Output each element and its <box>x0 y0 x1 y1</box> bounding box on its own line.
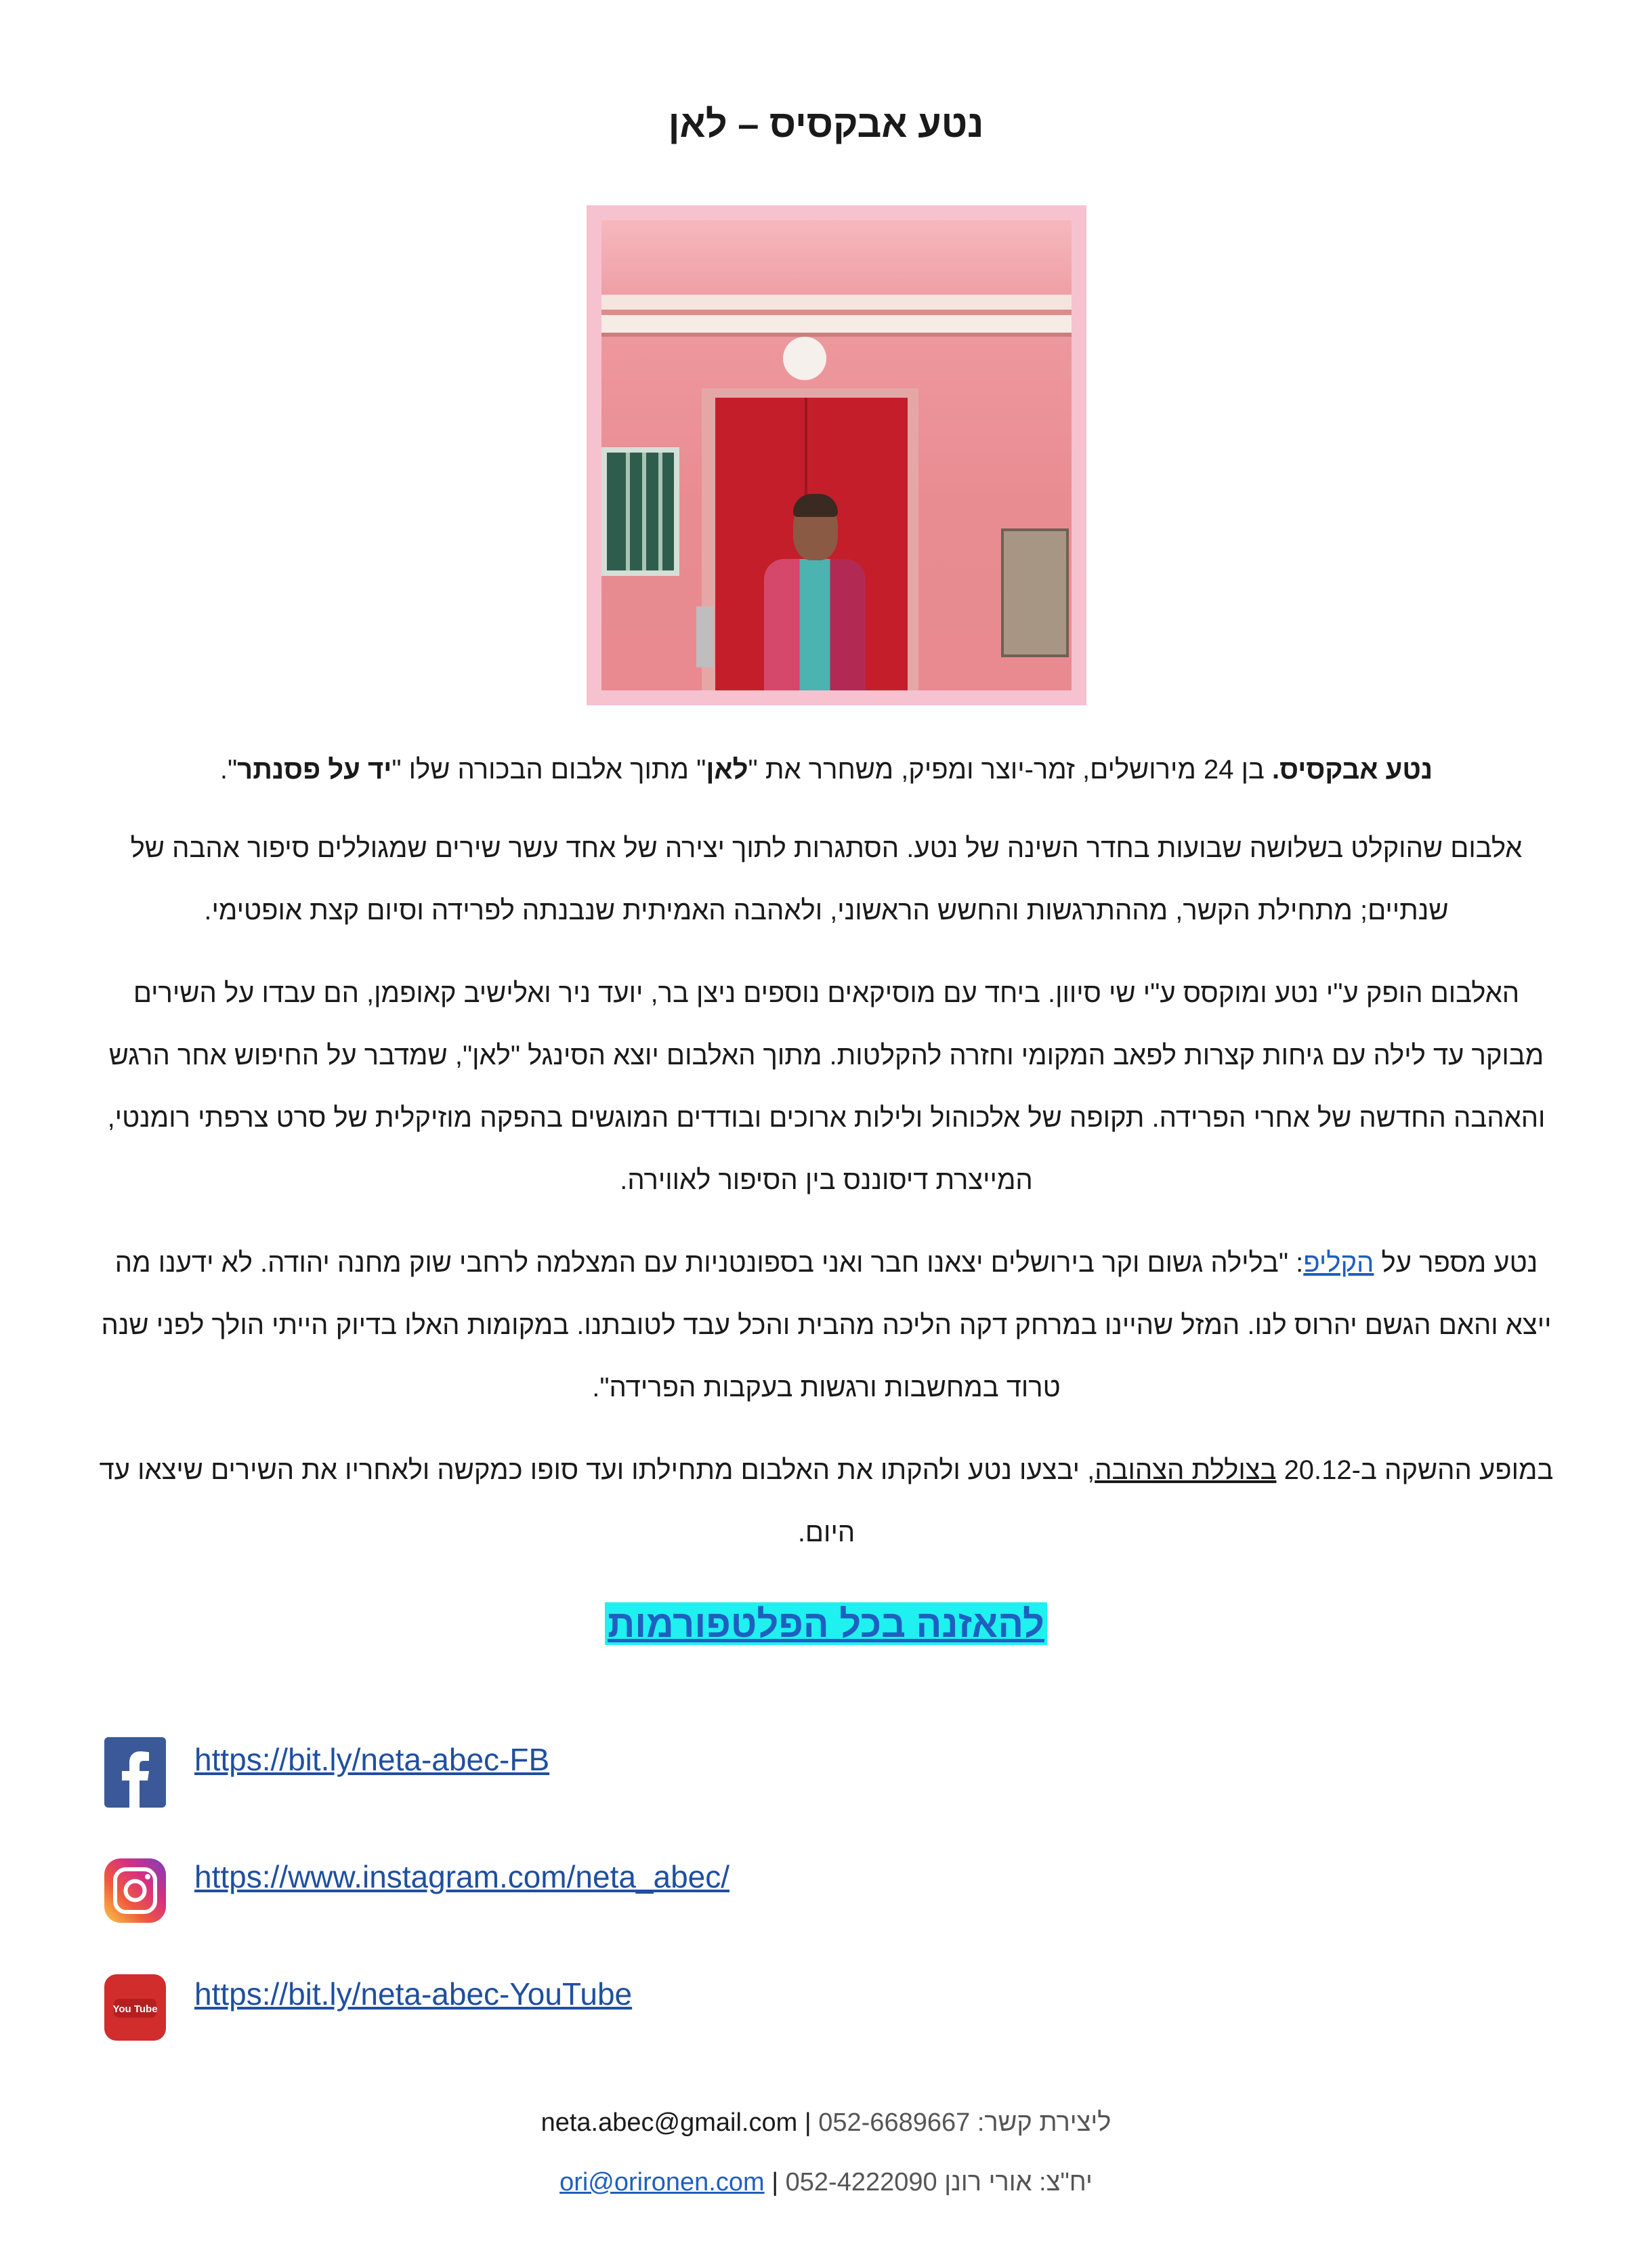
album-name: יד על פסנתר <box>237 755 392 785</box>
facebook-icon <box>103 1736 167 1809</box>
pr-line: יח"צ: אורי רונן 052-4222090 | ori@orironen.com <box>559 2168 1093 2197</box>
page-title: נטע אבקסיס – לאן <box>668 102 984 145</box>
facebook-link[interactable]: https://bit.ly/neta-abec-FB <box>194 1742 550 1777</box>
instagram-link[interactable]: https://www.instagram.com/neta_abec/ <box>194 1859 730 1894</box>
instagram-icon <box>103 1853 167 1926</box>
listen-banner <box>0 1602 1652 1646</box>
album-paragraph: אלבום שהוקלט בשלושה שבועות בחדר השינה של נטע. הסתגרות לתוך יצירה של אחד עשר שירים שמגוללים סיפור אהבה של שנתיים; מתחילת הקשר, מההתרגשות והחשש הראשוני, ולאהבה האמיתית שנבנתה לפרידה וסיום קצת אופטימי. <box>130 833 1523 925</box>
album-cover-image <box>587 205 1086 705</box>
contact-line: ליצירת קשר: 052-6689667 | neta.abec@gmail.com <box>541 2108 1111 2137</box>
artist-name: נטע אבקסיס. <box>1272 755 1433 785</box>
listen-platforms-link[interactable]: להאזנה בכל הפלטפורמות <box>605 1602 1047 1645</box>
intro-paragraph: נטע אבקסיס. בן 24 מירושלים, זמר-יוצר ומפיק, משחרר את "לאן" מתוך אלבום הבכורה שלו "יד על פסנתר". <box>219 755 1433 785</box>
production-paragraph: האלבום הופק ע"י נטע ומוקסס ע"י שי סיוון. ביחד עם מוסיקאים נוספים ניצן בר, יועד ניר ואלישיב קאופמן, הם עבדו על השירים מבוקר עד לילה עם גיחות קצרות לפאב המקומי וחזרה להקלטות. מתוך האלבום יוצא הסינגל "לאן", שמדבר על החיפוש אחר הרגש והאהבה החדשה של אחרי הפרידה. תקופה של אלכוהול ולילות ארוכים ובודדים המוגשים בהפקה מוזיקלית של סרט צרפתי רומנטי, המייצרת דיסוננס בין הסיפור לאווירה. <box>107 978 1546 1195</box>
svg-text:You Tube: You Tube <box>112 2003 158 2015</box>
single-name: לאן <box>706 755 748 785</box>
clip-paragraph: נטע מספר על הקליפ: "בלילה גשום וקר בירושלים יצאנו חבר ואני בספונטניות עם המצלמה לרחבי שוק מחנה יהודה. לא ידענו מה ייצא והאם הגשם יהרוס לנו. המזל שהיינו במרחק דקה הליכה מהבית והכל עבד לטובתנו. במקומות האלו בדיוק הייתי הולך לפני שנה טרוד במחשבות ורגשות בעקבות הפרידה". <box>101 1248 1552 1402</box>
clip-link[interactable]: הקליפ <box>1303 1248 1374 1278</box>
launch-paragraph: במופע ההשקה ב-20.12 בצוללת הצהובה, יבצעו נטע ולהקתו את האלבום מתחילתו ועד סופו כמקשה ולאחריו את השירים שיצאו עד היום. <box>99 1455 1554 1547</box>
youtube-link[interactable]: https://bit.ly/neta-abec-YouTube <box>194 1976 633 2012</box>
youtube-icon <box>103 1970 167 2043</box>
artist-photo <box>601 220 1072 690</box>
venue-link[interactable]: בצוללת הצהובה <box>1095 1455 1277 1485</box>
contact-email[interactable]: neta.abec@gmail.com <box>541 2108 798 2137</box>
pr-email-link[interactable]: ori@orironen.com <box>559 2168 765 2197</box>
